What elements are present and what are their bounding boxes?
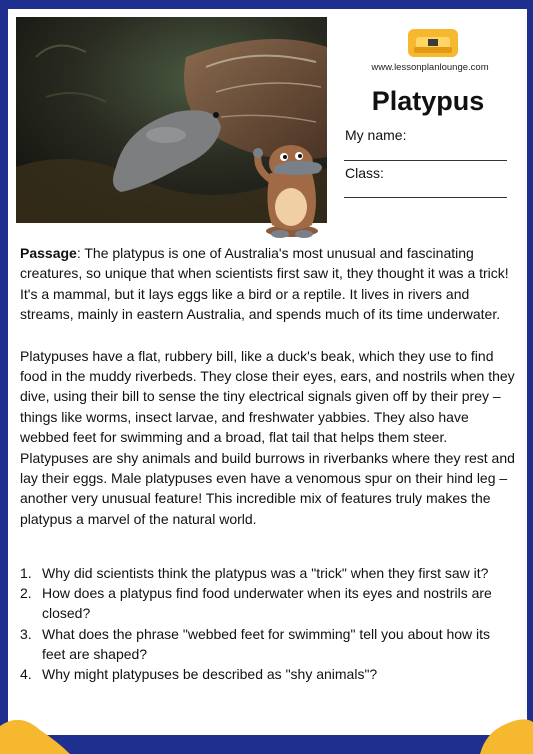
website-url: www.lessonplanlounge.com (371, 62, 489, 73)
question-text: What does the phrase "webbed feet for swimming" tell you about how its feet are shaped? (42, 625, 491, 662)
question-number: 3. (20, 625, 32, 642)
name-line[interactable] (344, 160, 507, 161)
question-number: 2. (20, 585, 32, 602)
question-list (20, 563, 517, 684)
passage-paragraph-2: Platypuses have a flat, rubbery bill, like a duck's beak, which they use to find food in the muddy riverbeds. They close their eyes, ears, and nostrils when they dive, using their bill to sense the tiny electrical signals given off by their prey – things like worms, insect larvae, and freshwater yabbies. They also have webbed feet for swimming and a broad, flat tail that helps them steer. Platypuses are shy animals and build burrows in riverbanks where they rest and lay their eggs. Male platypuses even have a venomous spur on their hind leg – another very unusual feature! This incredible mix of features truly makes the platypus a marvel of the natural world. (20, 347, 515, 527)
question-item (20, 624, 517, 664)
corner-blob-left (0, 712, 70, 754)
passage-lead-label: Passage (20, 245, 77, 261)
corner-blob-right (480, 714, 533, 754)
class-line[interactable] (344, 197, 507, 198)
question-item (20, 563, 517, 583)
question-item (20, 664, 517, 684)
passage-paragraph-1-text: : The platypus is one of Australia's most unusual and fascinating creatures, so unique that when scientists first saw it, they thought it was a trick! It's a mammal, but it lays eggs like a bird or a reptile. It lives in rivers and streams, mainly in eastern Australia, and spends much of its time underwater. (20, 245, 509, 323)
question-number: 1. (20, 565, 32, 581)
platypus-mascot (244, 133, 334, 241)
passage (20, 243, 517, 550)
passage-paragraph-1 (20, 243, 517, 325)
question-text: How does a platypus find food underwater when its eyes and nostrils are closed? (42, 585, 492, 622)
class-label: Class: (345, 165, 384, 181)
question-item (20, 583, 517, 623)
question-text: Why did scientists think the platypus was a "trick" when they first saw it? (42, 565, 489, 581)
question-text: Why might platypuses be described as "shy animals"? (42, 666, 378, 683)
lesson-plan-lounge-logo (406, 27, 460, 59)
worksheet-title: Platypus (371, 86, 485, 116)
worksheet (8, 9, 527, 735)
question-number: 4. (20, 666, 32, 683)
name-label: My name: (345, 127, 407, 143)
